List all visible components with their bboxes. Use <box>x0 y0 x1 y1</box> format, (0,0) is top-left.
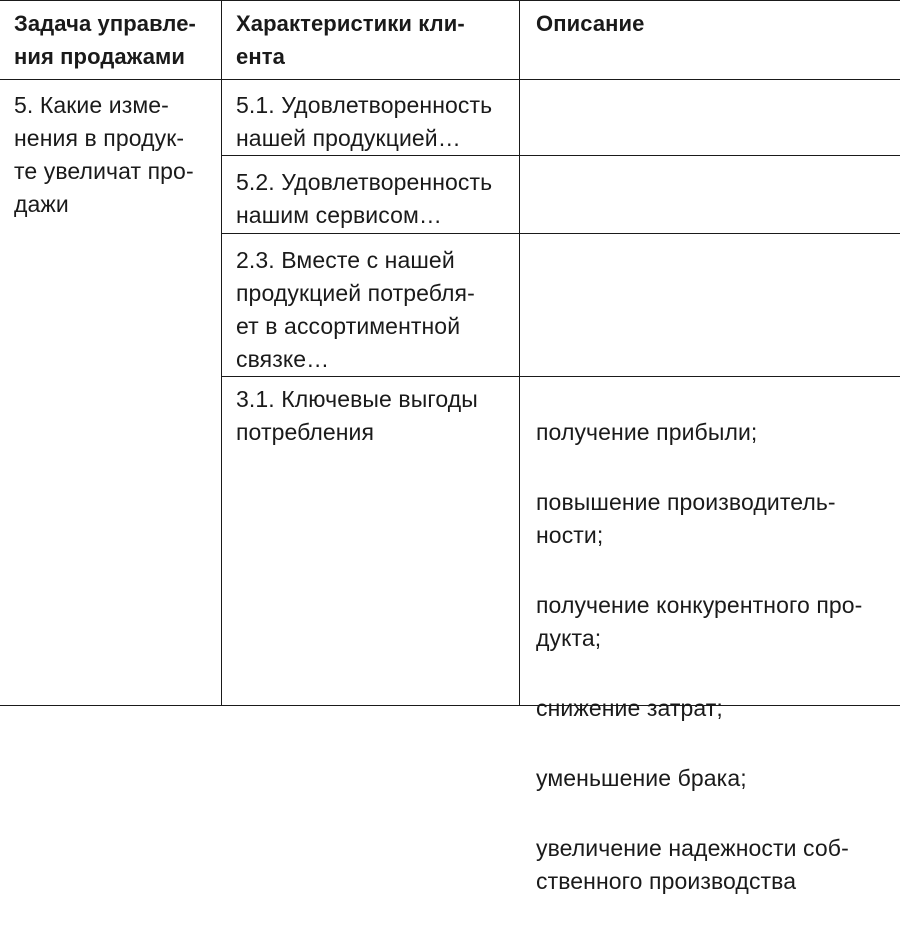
task-cell: 5. Какие изме- нения в продук- те увеличат про- дажи <box>14 92 194 217</box>
header-bottom-border <box>0 79 900 80</box>
table-top-border <box>0 0 900 1</box>
list-item: получение конкурентного про- дукта; <box>536 592 863 651</box>
row-divider-1 <box>221 155 900 156</box>
characteristic-cell: 5.2. Удовлетворенность нашим сервисом… <box>236 169 493 228</box>
list-item: повышение производитель- ности; <box>536 489 836 548</box>
list-item: увеличение надежности соб- ственного производства <box>536 835 849 894</box>
characteristic-cell: 3.1. Ключевые выгоды потребления <box>236 386 478 445</box>
header-task: Задача управле- ния продажами <box>14 11 196 69</box>
characteristic-cell: 5.1. Удовлетворенность нашей продукцией… <box>236 92 493 151</box>
row-divider-2 <box>221 233 900 234</box>
header-characteristics: Характеристики кли- ента <box>236 11 465 69</box>
column-divider-1 <box>221 0 222 706</box>
list-item: получение прибыли; <box>536 419 758 445</box>
list-item: уменьшение брака; <box>536 765 747 791</box>
row-divider-3 <box>221 376 900 377</box>
list-item: снижение затрат; <box>536 695 723 721</box>
header-description: Описание <box>536 11 645 36</box>
benefits-list <box>536 383 898 935</box>
column-divider-2 <box>519 0 520 706</box>
characteristic-cell: 2.3. Вместе с нашей продукцией потребля- ет в ассортиментной связке… <box>236 247 475 372</box>
